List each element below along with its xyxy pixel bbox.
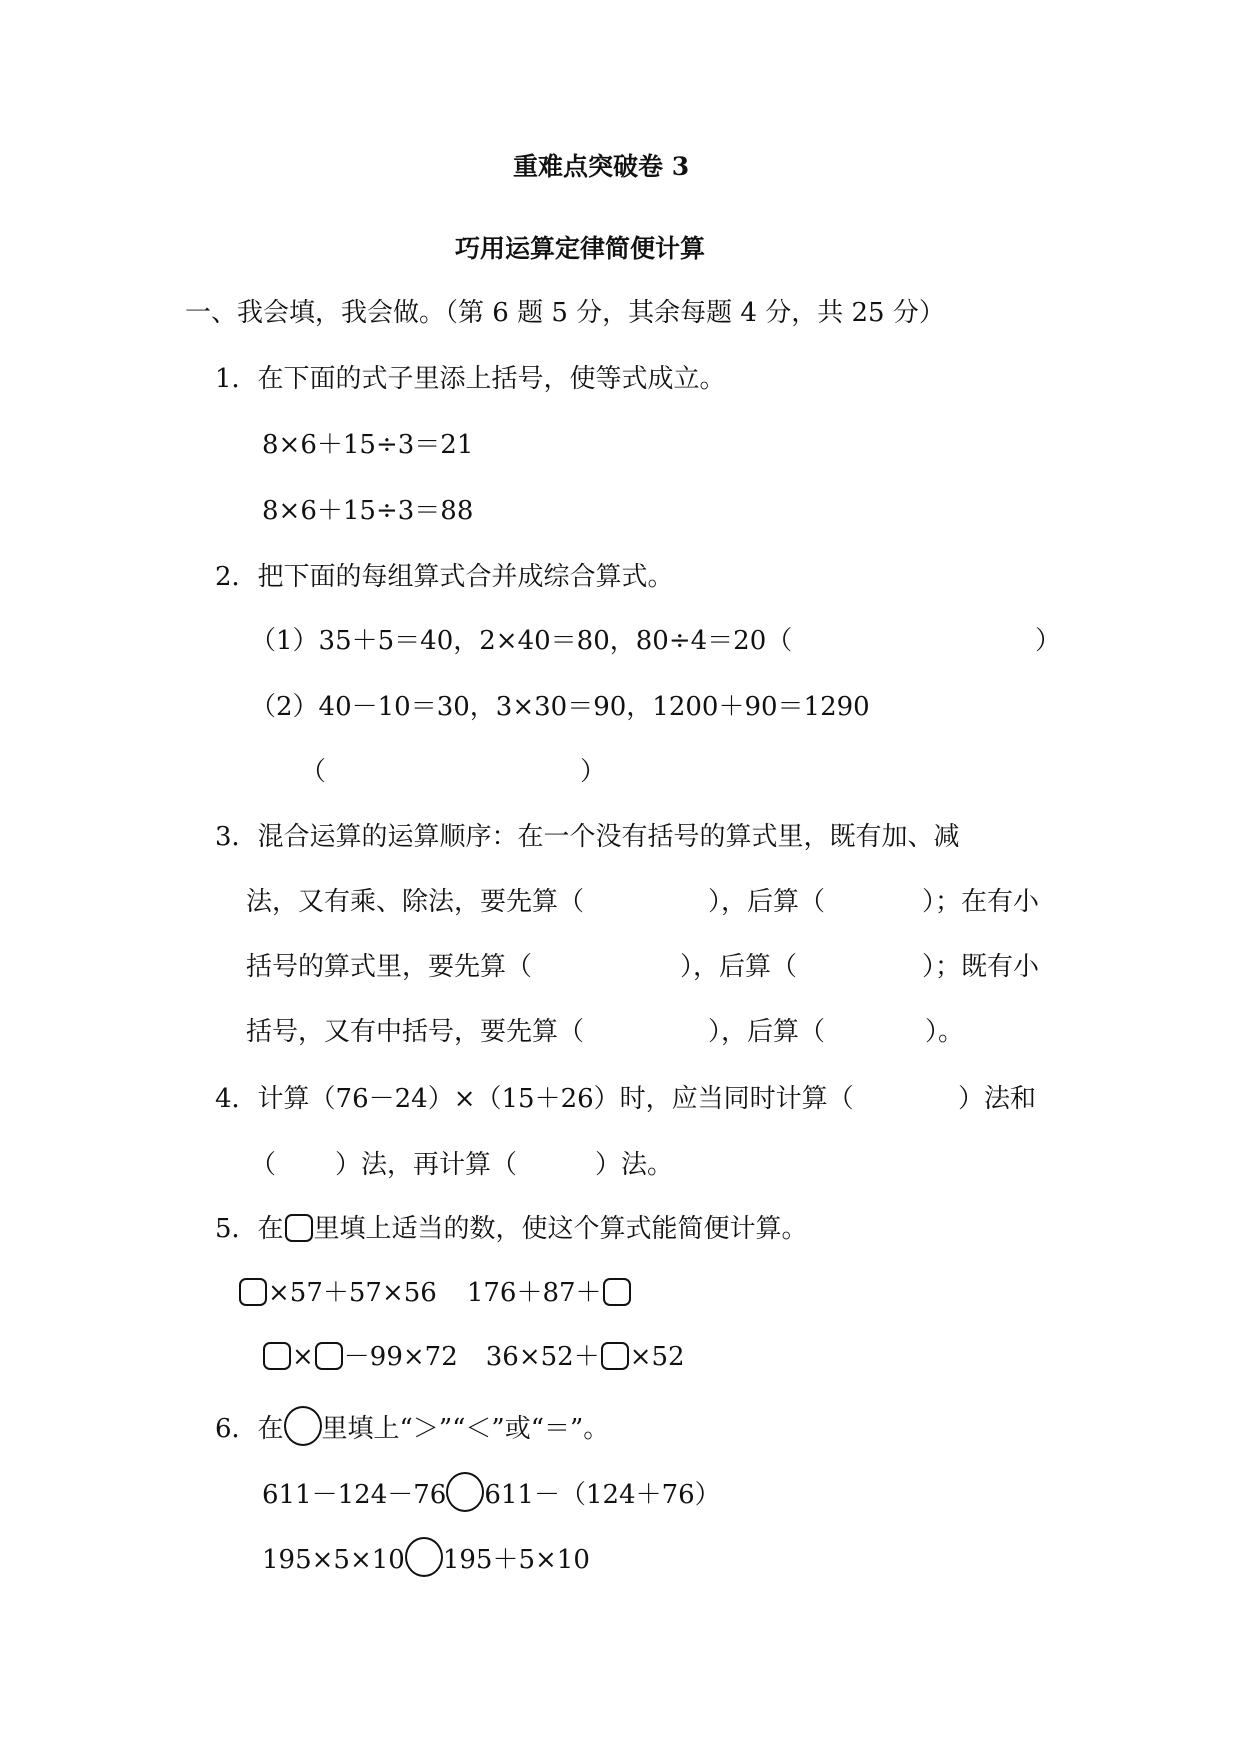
question-5-expression-3: －99×72 xyxy=(343,1342,458,1372)
question-2-part-1: （1）35＋5＝40，2×40＝80，80÷4＝20（ xyxy=(250,626,793,656)
answer-box[interactable] xyxy=(239,1278,267,1306)
section-heading: 一、我会填，我会做。（第 6 题 5 分，其余每题 4 分，共 25 分） xyxy=(185,298,945,328)
question-4-line-2c: ）法。 xyxy=(595,1150,674,1180)
question-3-line-1: 3．混合运算的运算顺序：在一个没有括号的算式里，既有加、减 xyxy=(215,822,960,852)
question-6-left-1: 611－124－76 xyxy=(262,1480,447,1510)
question-3-line-3b: ），后算（ xyxy=(680,952,798,982)
answer-box[interactable] xyxy=(603,1278,631,1306)
question-6-row-1 xyxy=(262,1472,721,1512)
question-1-equation-2[interactable]: 8×6＋15÷3＝88 xyxy=(262,496,474,526)
answer-box-icon xyxy=(285,1214,313,1242)
question-5-stem xyxy=(215,1212,808,1246)
question-3-line-2b: ），后算（ xyxy=(708,887,826,917)
question-6-stem xyxy=(215,1406,609,1446)
question-6-row-2 xyxy=(262,1537,590,1577)
question-2-part-2: （2）40－10＝30，3×30＝90，1200＋90＝1290 xyxy=(250,692,870,722)
question-5-expression-1: ×57＋57×56 xyxy=(268,1278,437,1308)
question-6-stem-prefix: 6．在 xyxy=(215,1414,284,1444)
question-5-stem-suffix: 里填上适当的数，使这个算式能简便计算。 xyxy=(313,1214,808,1244)
question-3-line-3a: 括号的算式里，要先算（ xyxy=(246,952,533,982)
question-5-expression-2: 176＋87＋ xyxy=(466,1278,602,1308)
question-3-line-3c: ）；既有小 xyxy=(922,952,1040,982)
question-2-stem: 2．把下面的每组算式合并成综合算式。 xyxy=(215,562,674,592)
page-title: 重难点突破卷 3 xyxy=(513,152,690,181)
comparison-circle[interactable] xyxy=(405,1537,443,1577)
question-6-left-2: 195×5×10 xyxy=(262,1545,405,1575)
answer-box[interactable] xyxy=(601,1342,629,1370)
question-3-line-4a: 括号，又有中括号，要先算（ xyxy=(246,1017,585,1047)
question-5-row-2 xyxy=(262,1340,685,1374)
question-3-line-4c: ）。 xyxy=(925,1017,965,1047)
question-5-expression-5: ×52 xyxy=(629,1342,685,1372)
question-5-expression-4: 36×52＋ xyxy=(485,1342,600,1372)
question-1-stem: 1．在下面的式子里添上括号，使等式成立。 xyxy=(215,364,726,394)
question-5-row-1 xyxy=(238,1276,632,1310)
question-2-part-1-close: ） xyxy=(1035,626,1062,656)
question-4-line-2b: ）法，再计算（ xyxy=(335,1150,518,1180)
question-4-line-2a: （ xyxy=(250,1150,277,1180)
question-6-right-2: 195＋5×10 xyxy=(442,1545,590,1575)
answer-box[interactable] xyxy=(315,1342,343,1370)
question-2-answer-close: ） xyxy=(580,757,607,787)
comparison-circle-icon xyxy=(284,1406,322,1446)
question-3-line-2c: ）；在有小 xyxy=(922,887,1040,917)
question-1-equation-1[interactable]: 8×6＋15÷3＝21 xyxy=(262,430,474,460)
page-subtitle: 巧用运算定律简便计算 xyxy=(455,234,706,263)
question-4-line-1a: 4．计算（76－24）×（15＋26）时，应当同时计算（ xyxy=(215,1084,854,1114)
question-3-line-4b: ），后算（ xyxy=(708,1017,826,1047)
question-6-stem-suffix: 里填上“＞”“＜”或“＝”。 xyxy=(321,1414,610,1444)
question-3-line-2a: 法，又有乘、除法，要先算（ xyxy=(246,887,585,917)
answer-box[interactable] xyxy=(263,1342,291,1370)
question-5-stem-prefix: 5．在 xyxy=(215,1214,284,1244)
question-5-times: × xyxy=(292,1342,314,1372)
comparison-circle[interactable] xyxy=(446,1472,484,1512)
question-2-answer-open: （ xyxy=(300,757,327,787)
question-4-line-1b: ）法和 xyxy=(958,1084,1037,1114)
question-6-right-1: 611－（124＋76） xyxy=(484,1480,721,1510)
